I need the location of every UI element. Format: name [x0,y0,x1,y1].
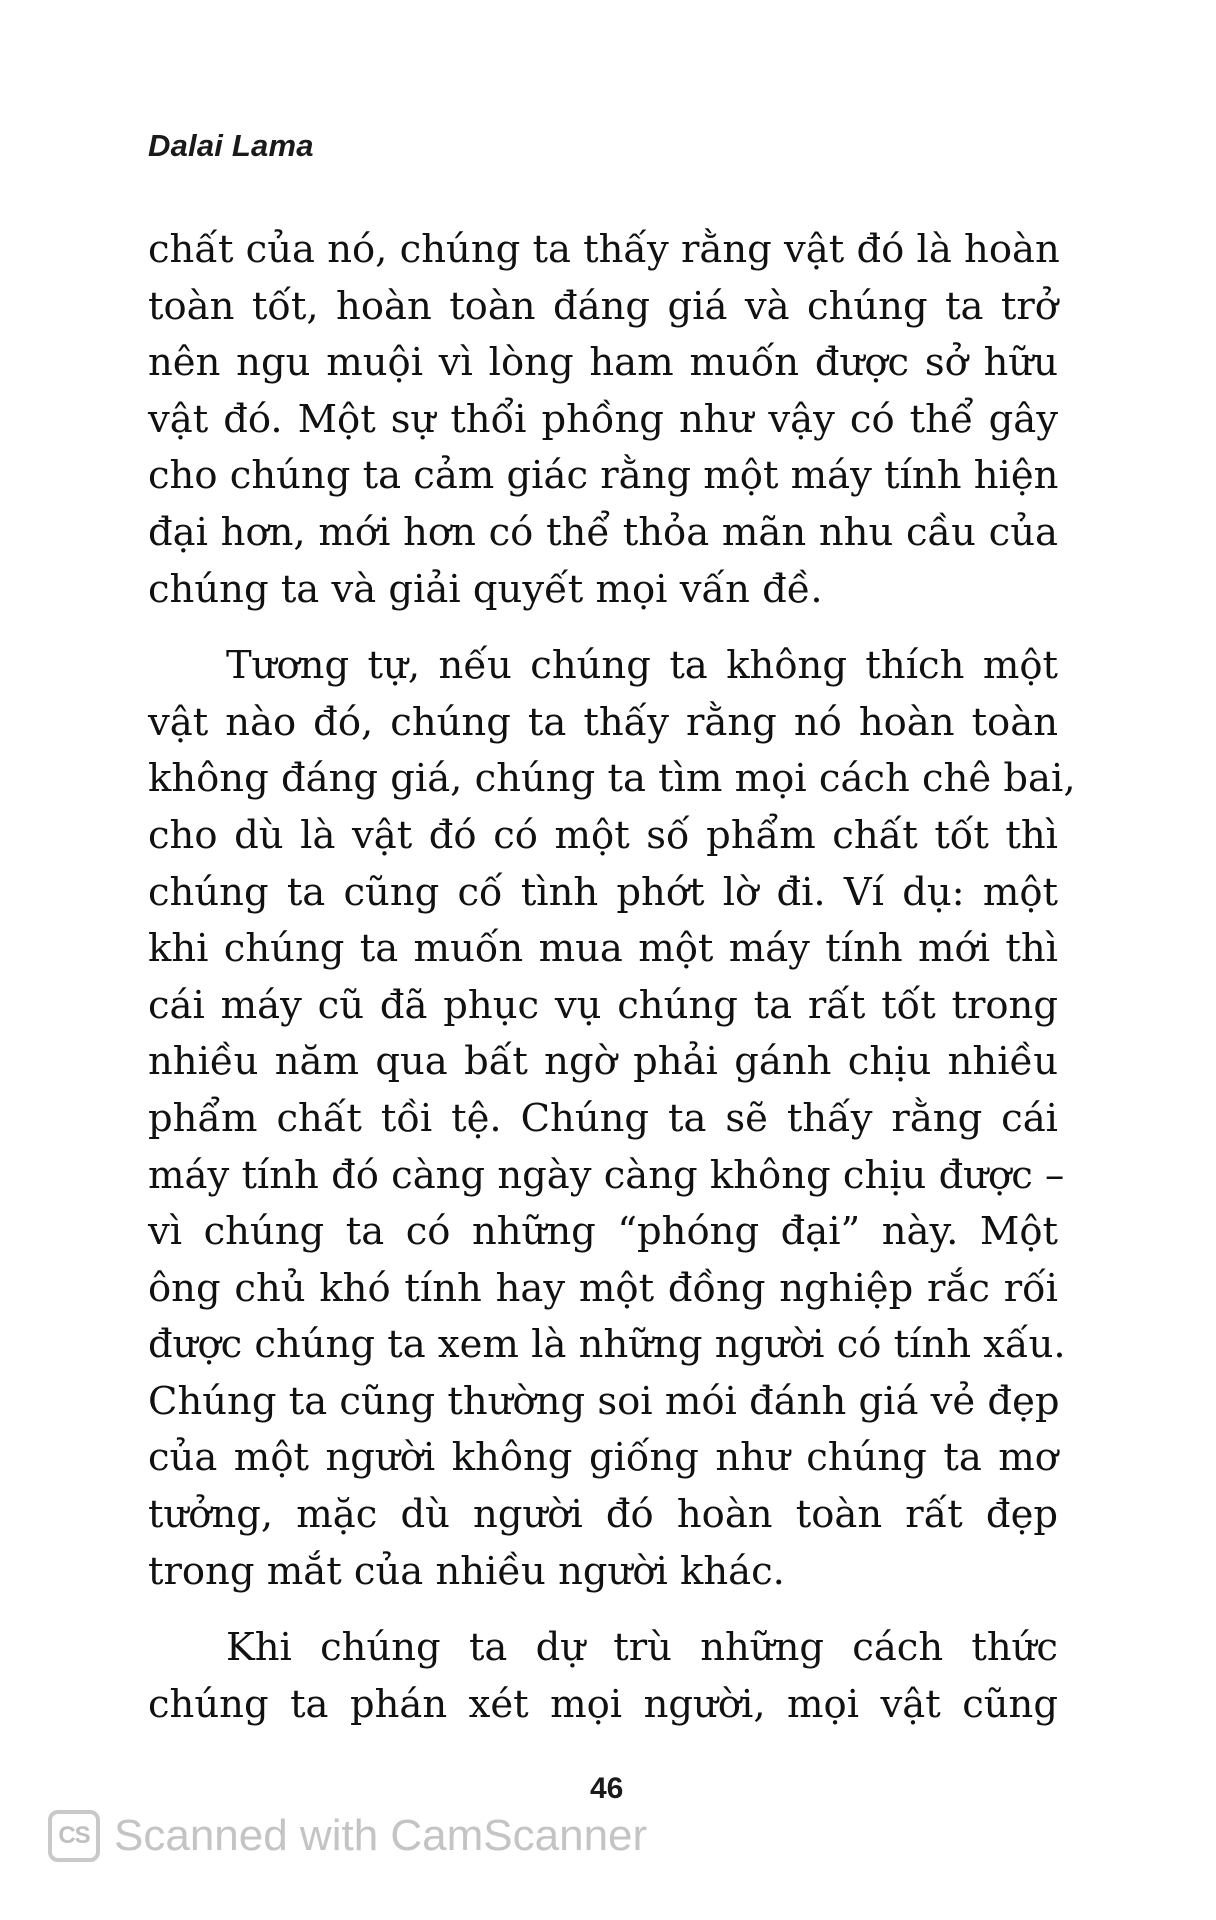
text-line: nên ngu muội vì lòng ham muốn được sở hữu [148,340,1058,386]
text-line: chúng ta phán xét mọi người, mọi vật cũng [148,1681,1058,1727]
text-line: cái máy cũ đã phục vụ chúng ta rất tốt trong [148,982,1058,1028]
text-line: tưởng, mặc dù người đó hoàn toàn rất đẹp [148,1492,1058,1538]
text-line: phẩm chất tồi tệ. Chúng ta sẽ thấy rằng cái [148,1095,1058,1141]
paragraph-1 [148,222,1058,618]
text-line: không đáng giá, chúng ta tìm mọi cách chê bai, [148,756,1076,802]
text-line: ông chủ khó tính hay một đồng nghiệp rắc rối [148,1265,1058,1311]
text-line: trong mắt của nhiều người khác. [148,1548,785,1594]
text-line: Tương tự, nếu chúng ta không thích một [226,643,1058,689]
text-line: Khi chúng ta dự trù những cách thức [226,1625,1058,1671]
text-line: vì chúng ta có những “phóng đại” này. Một [148,1209,1058,1255]
text-line: chúng ta cũng cố tình phớt lờ đi. Ví dụ: một [148,869,1058,915]
body-text [148,222,1076,1733]
running-header-author: Dalai Lama [148,128,314,163]
text-line: toàn tốt, hoàn toàn đáng giá và chúng ta trở [148,283,1058,329]
text-line: khi chúng ta muốn mua một máy tính mới thì [148,926,1058,972]
camscanner-watermark [48,1806,647,1866]
text-line: chất của nó, chúng ta thấy rằng vật đó là hoàn [148,227,1060,272]
text-line: đại hơn, mới hơn có thể thỏa mãn nhu cầu của [148,509,1058,555]
text-line: của một người không giống như chúng ta mơ [148,1435,1058,1481]
page-number: 46 [590,1772,624,1805]
text-line: vật nào đó, chúng ta thấy rằng nó hoàn toàn [148,699,1058,745]
watermark-text: Scanned with CamScanner [114,1811,648,1860]
text-line: Chúng ta cũng thường soi mói đánh giá vẻ đẹp [148,1378,1060,1424]
camscanner-logo-icon: CS [48,1810,100,1862]
text-line: cho chúng ta cảm giác rằng một máy tính hiện [148,453,1059,499]
text-line: chúng ta và giải quyết mọi vấn đề. [148,566,823,612]
text-line: vật đó. Một sự thổi phồng như vậy có thể gây [148,396,1058,442]
text-line: được chúng ta xem là những người có tính xấu. [148,1322,1066,1368]
text-line: nhiều năm qua bất ngờ phải gánh chịu nhiều [148,1039,1058,1085]
paragraph-2 [148,638,1076,1600]
text-line: cho dù là vật đó có một số phẩm chất tốt thì [148,812,1058,858]
text-line: máy tính đó càng ngày càng không chịu được – [148,1152,1065,1198]
paragraph-3 [148,1620,1058,1733]
